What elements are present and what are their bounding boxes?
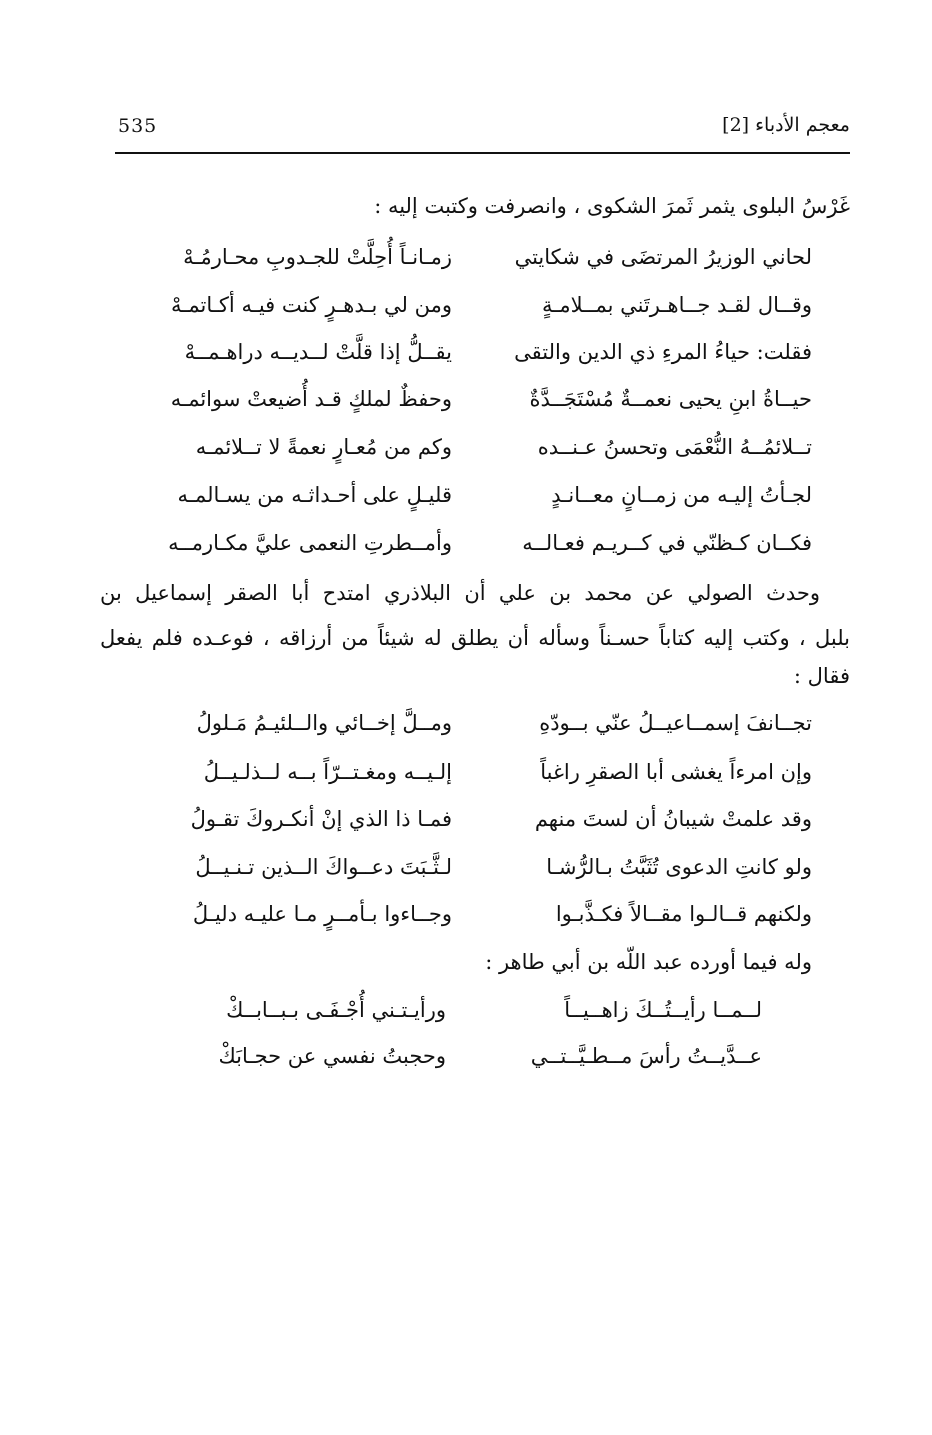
verse-5-first-hemistich: تــلائمُــهُ النُّعْمَى وتحسنُ عـنــده bbox=[537, 435, 812, 459]
verse-2-second-hemistich: ومن لي بـدهـرٍ كنت فيـه أكـاتمـهْ bbox=[170, 293, 452, 317]
verse-12-first-hemistich: ولكنهم قــالـوا مقــالاً فكـذَّبـوا bbox=[555, 902, 812, 926]
verse-8-second-hemistich: ومــلَّ إخــائي والــلئيـمُ مَـلولُ bbox=[196, 711, 452, 735]
intro-line: غَرْسُ البلوى يثمر ثَمرَ الشكوى ، وانصرفت وكتبت إليه : bbox=[374, 194, 850, 218]
verse-7-second-hemistich: وأمــطرتِ النعمى عليَّ مكـارمــه bbox=[168, 531, 452, 555]
verse-14-second-hemistich: وحجبتُ نفسي عن حجـابَكْ bbox=[218, 1044, 446, 1068]
verse-3-second-hemistich: يقــلُّ إذا قلَّتْ لــديــه دراهـمــهْ bbox=[184, 340, 452, 364]
verse-11-second-hemistich: لـثَّـبَتَ دعــواكَ الــذين تـنـيــلُ bbox=[195, 855, 452, 879]
verse-7-first-hemistich: فكــان كـظنّي في كــريـم فعـالــه bbox=[522, 531, 812, 555]
verse-13-first-hemistich: لــمــا رأيــتُــكَ زاهــيــاً bbox=[564, 998, 762, 1022]
page-number: 535 bbox=[118, 115, 158, 137]
verse-12-second-hemistich: وجــاءوا بـأمــرٍ مـا عليـه دليـلُ bbox=[192, 902, 452, 926]
verse-4-first-hemistich: حيــاةُ ابنِ يحيى نعمــةٌ مُسْتَجَــدَّةٌ bbox=[529, 387, 812, 411]
intro-line-2: وله فيما أورده عبد اللّه بن أبي طاهر : bbox=[485, 950, 812, 974]
verse-8-first-hemistich: تجــانفَ إسمــاعيــلُ عنّي بــودّهِ bbox=[539, 711, 812, 735]
verse-10-second-hemistich: فمـا ذا الذي إنْ أنكـروكَ تقـولُ bbox=[190, 807, 452, 831]
verse-1-second-hemistich: زمـانـاً أُحِلَّتْ للجـدوبِ محـارمُـهْ bbox=[183, 245, 452, 269]
prose-line-3: فقال : bbox=[793, 664, 850, 688]
verse-4-second-hemistich: وحفظٌ لملكٍ قـد أُضيعتْ سوائمـه bbox=[170, 387, 452, 411]
running-title: معجم الأدباء [2] bbox=[722, 114, 850, 136]
verse-9-first-hemistich: وإن امرءاً يغشى أبا الصقرِ راغباً bbox=[540, 760, 812, 784]
verse-9-second-hemistich: إلـيــه ومغـتــرّاً بــه لــذلـيــلُ bbox=[203, 760, 452, 784]
verse-1-first-hemistich: لحاني الوزيرُ المرتضَى في شكايتي bbox=[514, 245, 812, 269]
verse-13-second-hemistich: ورأيـتـني أُجْـفَـى بـبــابــكْ bbox=[226, 998, 446, 1022]
verse-10-first-hemistich: وقد علمتْ شيبانُ أن لستَ منهم bbox=[534, 807, 812, 831]
prose-line-1: وحدث الصولي عن محمد بن علي أن البلاذري امتدح أبا الصقر إسماعيل بن bbox=[100, 581, 820, 605]
prose-line-2: بلبل ، وكتب إليه كتاباً حسـناً وسأله أن يطلق له شيئاً من أرزاقه ، فوعـده فلم يفعل bbox=[100, 626, 850, 650]
verse-6-second-hemistich: قليـلٍ على أحـداثـه من يسـالمـه bbox=[177, 483, 452, 507]
verse-5-second-hemistich: وكم من مُعـارٍ نعمةً لا تــلائمـه bbox=[195, 435, 452, 459]
verse-11-first-hemistich: ولو كانتِ الدعوى تُثَبَّتُ بـالرُّشـا bbox=[546, 855, 812, 879]
verse-2-first-hemistich: وقــال لقـد جــاهـرتَني بمــلامـةٍ bbox=[541, 293, 812, 317]
verse-14-first-hemistich: عــدَّيــتُ رأسَ مــطـيَّــتــي bbox=[530, 1044, 762, 1068]
page-header bbox=[115, 112, 850, 154]
verse-3-first-hemistich: فقلت: حياءُ المرءِ ذي الدين والتقى bbox=[514, 340, 812, 364]
verse-6-first-hemistich: لجـأتُ إليـه من زمــانٍ معــانـدٍ bbox=[551, 483, 812, 507]
